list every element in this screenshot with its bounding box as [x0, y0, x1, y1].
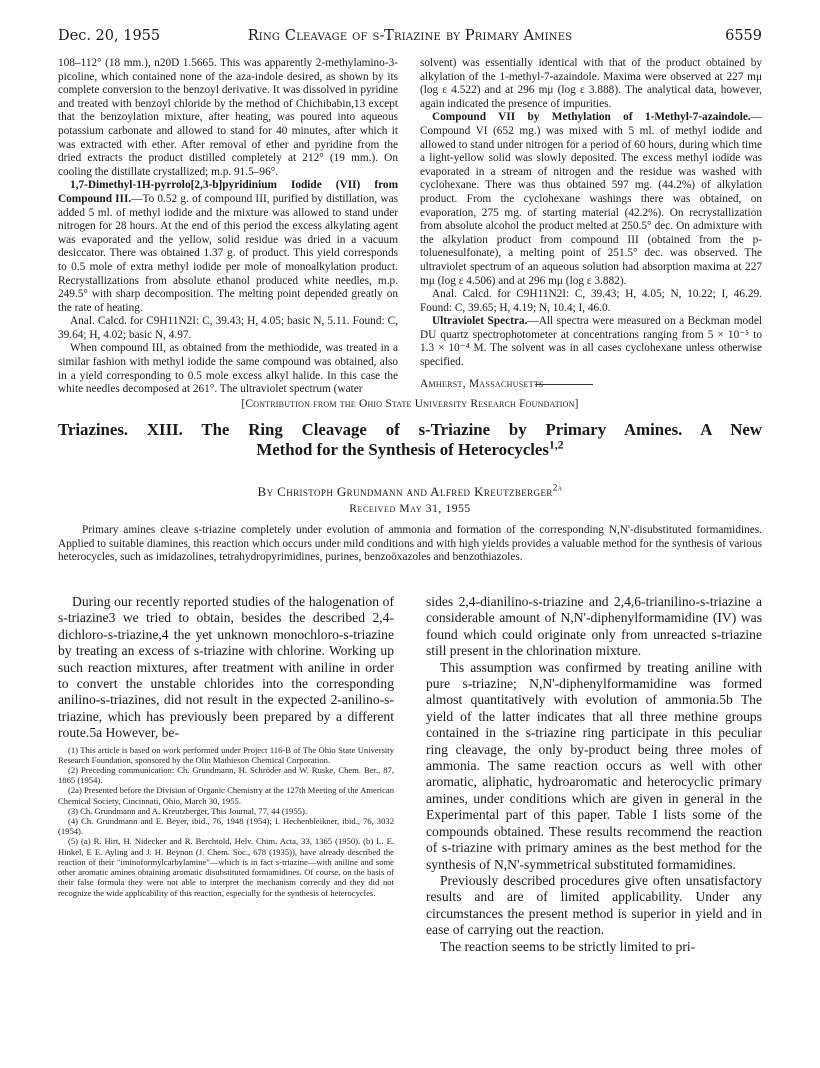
experimental-paragraph-6 — [420, 111, 762, 288]
paragraph-text: —All spectra were measured on a Beckman model DU quartz spectrophotometer at concentrations ranging from 5 × 10⁻⁵ to 1.3 × 10⁻⁴ M. The solvent was in all cases cyclohexane unless otherwise specified. — [420, 315, 762, 369]
body-paragraph-3: This assumption was confirmed by treating aniline with pure s-triazine; N,N'-diphenylformamidine was formed almost quantitatively with evolution of ammonia.5b The yield of the latter indicates that all three methine groups contained in the s-triazine ring participate in this peculiar ring cleavage, the only by-product being three moles of ammonia. The same reaction occurs as well with other aromatic, aliphatic, hydroaromatic and heterocyclic primary amines, under conditions which are given in general in the Experimental part of this paper. Table I lists some of the compounds obtained. These results recommend the reaction of s-triazine with primary amines as the best method for the synthesis of N,N'-symmetrical substituted formamidines. — [426, 659, 762, 872]
paragraph-text: —Compound VI (652 mg.) was mixed with 5 ml. of methyl iodide and allowed to stand under nitrogen for a period of 60 hours, during which time a light-yellow solid was slowly deposited. The excess methyl iodide was evaporated in a stream of nitrogen and the residue was washed with cyclohexane. There was thus obtained 597 mg. (44.2%) of alkylation product. From the cyclohexane washings there was obtained, on evaporation, 275 mg. of starting material (42.2%). On recrystallization from absolute alcohol the product melted at 250.5° dec. On admixture with the alkylation product from compound III (obtained from the p-toluenesulfonate), a melting point of 251.5° dec. was observed. The ultraviolet spectrum of an aqueous solution had absorption maxima at 227 mμ (log ε 4.506) and at 296 mμ (log ε 3.882). — [420, 111, 762, 287]
header-page-number: 6559 — [725, 28, 762, 44]
body-paragraph-1: During our recently reported studies of the halogenation of s-triazine3 we tried to obtain, besides the described 2,4-dichloro-s-triazine,4 the yet unknown monochloro-s-triazine by treating an excess of s-triazine with chlorine. Working up such reaction mixtures, after treatment with aniline in order to convert the unstable chlorides into the corresponding anilino-s-triazines, did not result in the expected 2-anilino-s-triazine, which has previously been prepared by a different route.5a However, be- — [58, 594, 394, 741]
section-heading: 1,7-Dimethyl-1H-pyrrolo[2,3-b]pyridinium Iodide (VII) from Compound III. — [58, 179, 398, 205]
experimental-paragraph-2 — [58, 179, 398, 315]
body-paragraph-4: Previously described procedures give often unsatisfactory results and are of limited applicability. Under any circumstances the present method is superior in yield and in ease of carrying out the reaction. — [426, 872, 762, 938]
body-right-column — [426, 594, 762, 955]
title-footnote-marks: 1,2 — [548, 438, 564, 452]
paragraph-text: —To 0.52 g. of compound III, purified by distillation, was added 5 ml. of methyl iodide and the mixture was allowed to stand under nitrogen for 28 hours. At the end of this period the excess alkylating agent was evaporated and the yellow, solid residue was dried in a vacuum desiccator. There was obtained 1.37 g. of product. This yield corresponds to 0.5 mole of extra methyl iodide per mole of monoalkylation product. Recrystallizations from absolute ethanol produced white needles, m.p. 249.5° with sharp decomposition. The melting point depended greatly on the rate of heating. — [58, 192, 398, 314]
section-heading: Compound VII by Methylation of 1-Methyl-7-azaindole. — [432, 111, 751, 124]
authors-text: By Christoph Grundmann and Alfred Kreutzberger — [257, 484, 553, 499]
body-paragraph-5: The reaction seems to be strictly limited to pri- — [440, 938, 696, 954]
section-divider — [535, 384, 593, 385]
article-title — [58, 420, 762, 460]
header-running-title: Ring Cleavage of s-Triazine by Primary Amines — [247, 28, 573, 44]
body-left-column — [58, 594, 394, 898]
top-left-column — [58, 57, 398, 397]
bracket-open: [ — [241, 398, 246, 410]
bracket-close: ] — [574, 398, 579, 410]
experimental-paragraph-8 — [420, 315, 762, 369]
location-signature: Amherst, Massachusetts — [420, 377, 544, 390]
body-paragraph-2: sides 2,4-dianilino-s-triazine and 2,4,6-trianilino-s-triazine a considerable amount of N,N'-diphenylformamidine (IV) was found which could originate only from unreacted s-triazine still present in the chlorination mixture. — [426, 594, 762, 659]
contribution-text: Contribution from the Ohio State University Research Foundation — [245, 398, 575, 410]
section-heading: Ultraviolet Spectra. — [432, 315, 528, 328]
contribution-line — [58, 398, 762, 410]
author-footnote-mark: 2a — [552, 482, 563, 493]
footnotes — [58, 745, 394, 898]
top-right-column — [420, 57, 762, 391]
analysis-paragraph: Anal. Calcd. for C9H11N2I: C, 39.43; H, 4.05; N, 10.22; I, 46.29. Found: C, 39.65; H, 4.19; N, 10.4; I, 46.0. — [420, 288, 762, 314]
title-line-1: Triazines. XIII. The Ring Cleavage of s-Triazine by Primary Amines. A New — [58, 420, 762, 439]
experimental-paragraph-4: When compound III, as obtained from the methiodide, was treated in a similar fashion with methyl iodide the same compound was obtained, also in a yield corresponding to 0.5 mole excess alkyl halide. In this case the white needles decomposed at 261°. The ultraviolet spectrum (water — [58, 342, 398, 396]
received-date: Received May 31, 1955 — [349, 503, 471, 515]
abstract: Primary amines cleave s-triazine completely under evolution of ammonia and formation of the corresponding N,N'-disubstituted formamidines. Applied to suitable diamines, this reaction which occurs under mild conditions and with high yields provides a valuable method for the synthesis of various heterocycles, such as imidazolines, tetrahydropyrimidines, purines, benzoöxazoles and benzothiazoles. — [58, 524, 762, 563]
running-head — [58, 28, 762, 48]
footnote: (1) This article is based on work performed under Project 116-B of The Ohio State University Research Foundation, sponsored by the Olin Mathieson Chemical Corporation. — [58, 744, 394, 765]
title-line-2 — [58, 440, 762, 460]
authors-line — [58, 484, 762, 500]
footnote: (2a) Presented before the Division of Organic Chemistry at the 127th Meeting of the American Chemical Society, Cincinnati, Ohio, March 30, 1955. — [58, 785, 394, 806]
title-line-2-text: Method for the Synthesis of Heterocycles — [256, 440, 549, 459]
experimental-paragraph-5: solvent) was essentially identical with that of the product obtained by alkylation of the 1-methyl-7-azaindole. Maxima were observed at 227 mμ (log ε 4.522) and at 296 mμ (log ε 3.888). The analytical data, however, again indicated the presence of impurities. — [420, 57, 762, 110]
footnote: (2) Preceding communication: Ch. Grundmann, H. Schröder and W. Ruske, Chem. Ber., 87, 1865 (1954). — [58, 765, 394, 786]
analysis-paragraph: Anal. Calcd. for C9H11N2I: C, 39.43; H, 4.05; basic N, 5.11. Found: C, 39.64; H, 4.02; basic N, 4.97. — [58, 315, 398, 341]
experimental-paragraph-1: 108–112° (18 mm.), n20D 1.5665. This was apparently 2-methylamino-3-picoline, which contained none of the aza-indole desired, as shown by its complete conversion to the benzoyl derivative. It was dissolved in pyridine and treated with benzoyl chloride by the method of Chichibabin,13 except that the benzoylation mixture, after heating, was poured into aqueous potassium carbonate and allowed to stand for 40 minutes, after which it was extracted with ether. After removal of ether and pyridine from the dried extracts the product distilled completely at 212° (19 mm.). On cooling the distillate crystallized; m.p. 91.5–96°. — [58, 57, 398, 178]
footnote: (5) (a) R. Hirt, H. Nidecker and R. Berchtold, Helv. Chim. Acta, 33, 1365 (1950). (b) L. E. Hinkel, E E. Ayling and J. H. Beynon (J. Chem. Soc., 678 (1935)), have already described the reaction of their "iminoformylcarbylamine"—which is in fact s-triazine—with aniline and some other aromatic amines obtaining aromatic disubstituted formamidines. Of course, on the basis of their false formula they were not able to interpret the mechanism correctly and they did not recognize the wide applicability of this reaction, especially for the synthesis of heterocycles. — [58, 836, 394, 898]
footnote: (4) Ch. Grundmann and E. Beyer, ibid., 76, 1948 (1954); I. Hechenbleikner, ibid., 76, 3032 (1954). — [58, 816, 394, 837]
header-date: Dec. 20, 1955 — [58, 28, 161, 44]
footnote: (3) Ch. Grundmann and A. Kreutzberger, This Journal, 77, 44 (1955). — [68, 805, 307, 816]
